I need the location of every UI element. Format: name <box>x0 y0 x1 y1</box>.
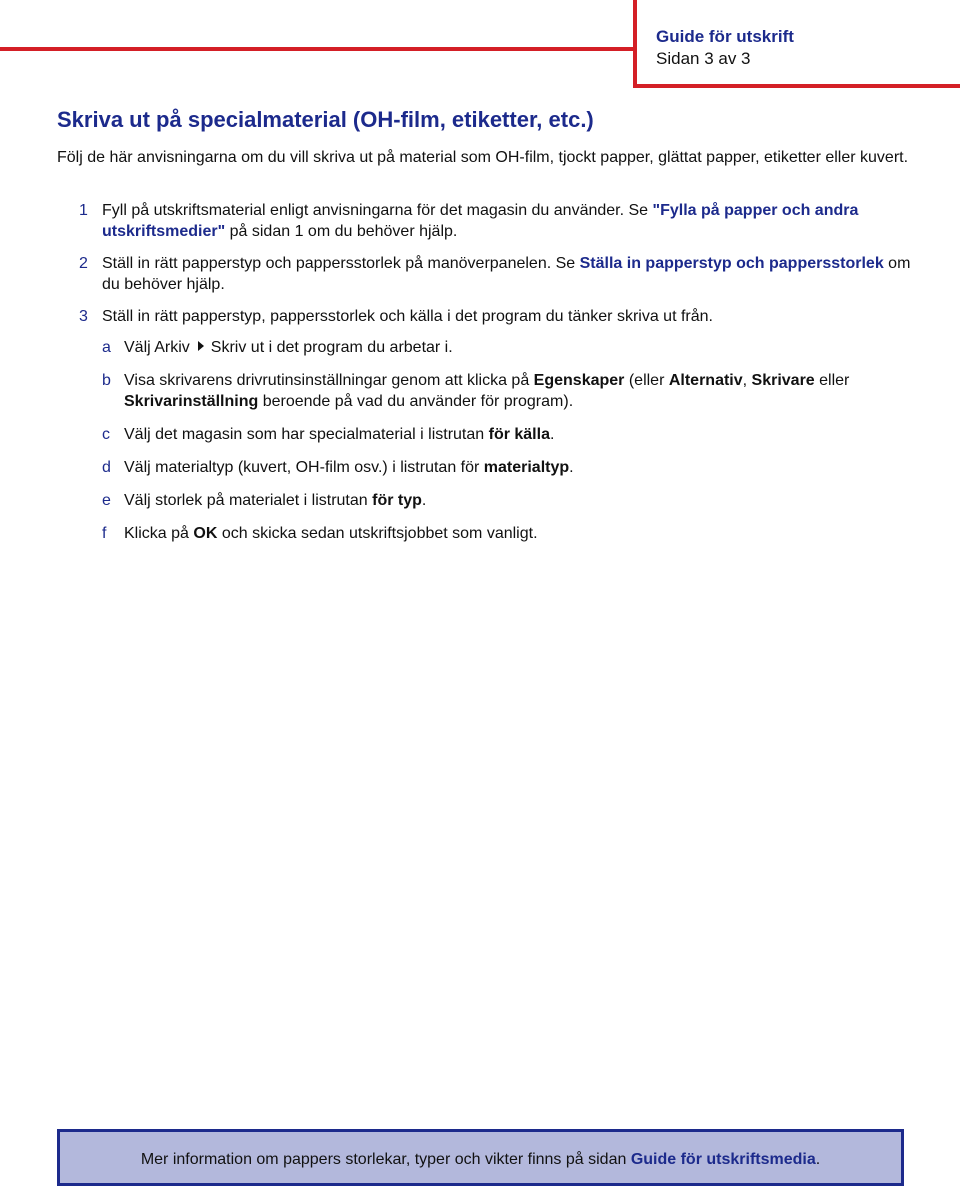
header-rule <box>0 47 636 51</box>
substep-text: , <box>742 372 752 389</box>
footer-text <box>60 1149 901 1170</box>
substep-a <box>102 337 917 358</box>
substep-e <box>102 490 917 511</box>
term-ok: OK <box>193 525 218 542</box>
substep-b <box>102 370 917 412</box>
substep-letter: f <box>102 525 107 542</box>
right-triangle-icon <box>198 341 204 351</box>
substep-letter: a <box>102 339 111 356</box>
term-options: Alternativ <box>668 372 743 389</box>
step-3 <box>57 306 917 544</box>
substep-text: (eller <box>624 372 669 389</box>
substep-f <box>102 523 917 544</box>
step-list <box>57 200 917 556</box>
step-1 <box>57 200 917 242</box>
step-text: på sidan 1 om du behöver hjälp. <box>225 223 458 240</box>
substep-text: . <box>549 426 555 443</box>
term-media-type: materialtyp <box>483 459 570 476</box>
substep-text: Välj Arkiv <box>124 339 190 356</box>
media-guide-link[interactable]: Guide för utskriftsmedia <box>630 1151 816 1168</box>
substep-text: beroende på vad du använder för program). <box>258 393 574 410</box>
step-text: Ställ in rätt papperstyp och pappersstorlek på manöverpanelen. Se <box>102 255 580 272</box>
term-source: för källa <box>488 426 550 443</box>
footer-note <box>57 1129 904 1186</box>
step-2 <box>57 253 917 295</box>
load-paper-link[interactable]: "Fylla på papper och andra utskriftsmedier" <box>102 202 859 240</box>
paper-type-size-link[interactable]: Ställa in papperstyp och pappersstorlek <box>579 255 884 272</box>
page-indicator: Sidan 3 av 3 <box>656 49 751 68</box>
footer-end: . <box>815 1151 821 1168</box>
substep-text: . <box>421 492 427 509</box>
step-number: 3 <box>79 308 88 325</box>
substep-text: Skriv ut i det program du arbetar i. <box>210 339 453 356</box>
step-number: 1 <box>79 202 88 219</box>
substep-letter: d <box>102 459 111 476</box>
substep-d <box>102 457 917 478</box>
substep-list <box>102 337 917 544</box>
substep-text: eller <box>814 372 850 389</box>
step-text: Ställ in rätt papperstyp, pappersstorlek och källa i det program du tänker skriva ut från. <box>102 308 713 325</box>
substep-text: Klicka på <box>124 525 194 542</box>
substep-c <box>102 424 917 445</box>
substep-letter: e <box>102 492 111 509</box>
section-heading: Skriva ut på specialmaterial (OH-film, etiketter, etc.) <box>57 107 594 132</box>
step-text: om du behöver hjälp. <box>102 255 911 293</box>
substep-letter: b <box>102 372 111 389</box>
term-printer-setup: Skrivarinställning <box>124 393 259 410</box>
term-type: för typ <box>372 492 422 509</box>
substep-letter: c <box>102 426 110 443</box>
term-properties: Egenskaper <box>533 372 625 389</box>
substep-text: . <box>569 459 574 476</box>
substep-text: Välj materialtyp (kuvert, OH-film osv.) i listrutan för <box>124 459 484 476</box>
intro-paragraph: Följ de här anvisningarna om du vill skriva ut på material som OH-film, tjockt papper, glättat papper, etiketter eller kuvert. <box>57 149 909 166</box>
substep-text: Visa skrivarens drivrutinsinställningar genom att klicka på <box>124 372 534 389</box>
term-printer: Skrivare <box>751 372 815 389</box>
step-text: Fyll på utskriftsmaterial enligt anvisningarna för det magasin du använder. Se <box>102 202 653 219</box>
footer-body: Mer information om pappers storlekar, typer och vikter finns på sidan <box>140 1151 631 1168</box>
step-number: 2 <box>79 255 88 272</box>
document-title: Guide för utskrift <box>656 27 794 46</box>
substep-text: och skicka sedan utskriftsjobbet som vanligt. <box>217 525 538 542</box>
header-box <box>633 0 960 88</box>
substep-text: Välj det magasin som har specialmaterial i listrutan <box>124 426 489 443</box>
substep-text: Välj storlek på materialet i listrutan <box>124 492 373 509</box>
